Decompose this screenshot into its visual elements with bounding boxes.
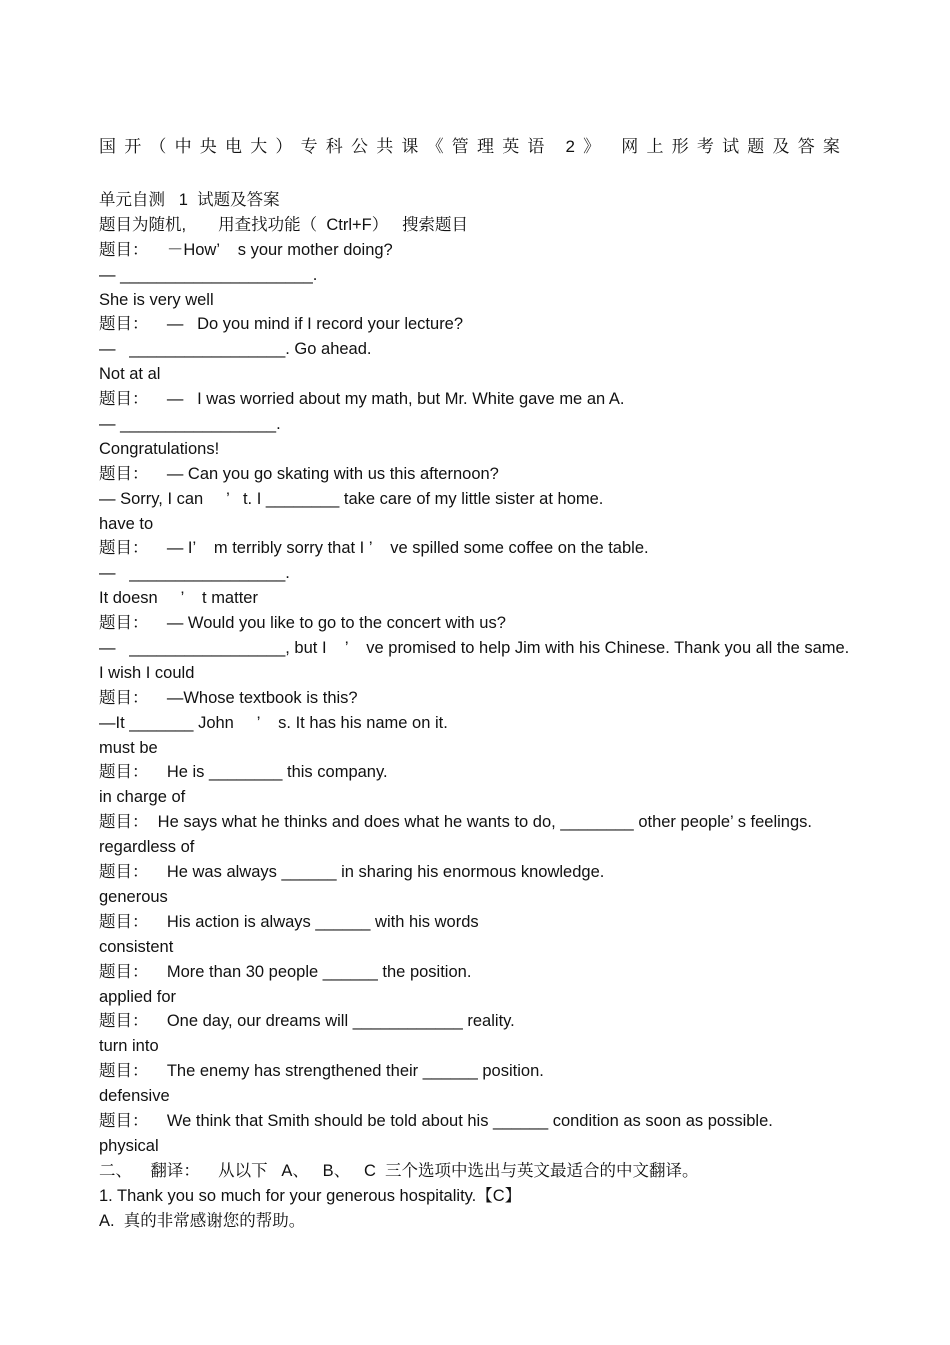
text-line: —It _______ John ’ s. It has his name on it. [99,713,448,732]
text-line: 题目： －How’ s your mother doing? [99,240,393,259]
text-line: 题目： He is ________ this company. [99,763,388,782]
text-line: It doesn ’ t matter [99,589,258,608]
text-line: A. 真的非常感谢您的帮助。 [99,1211,306,1230]
text-line: applied for [99,987,177,1006]
text-line: 题目： — Can you go skating with us this afternoon? [99,464,499,483]
text-line: defensive [99,1087,170,1106]
text-line: in charge of [99,788,186,807]
text-line: 题目： His action is always ______ with his words [99,912,479,931]
text-line: Not at al [99,365,161,384]
text-line: consistent [99,937,174,956]
text-line: 题目： — Would you like to go to the concert with us? [99,614,506,633]
text-line: 题目： He was always ______ in sharing his enormous knowledge. [99,863,605,882]
text-line: 单元自测 1 试题及答案 [99,191,280,209]
text-line: 题目： More than 30 people ______ the position. [99,962,472,981]
text-line: 题目： — I’ m terribly sorry that I ’ ve spilled some coffee on the table. [99,539,649,558]
text-line: I wish I could [99,663,195,682]
text-line: turn into [99,1037,159,1056]
text-line: regardless of [99,838,195,857]
text-line: 题目： The enemy has strengthened their ______ position. [99,1062,544,1081]
text-line: have to [99,514,154,533]
text-line: 题目： He says what he thinks and does what he wants to do, ________ other people’ s feelings. [99,813,812,832]
text-line: physical [99,1136,159,1155]
text-line: — _____________________. [99,265,318,284]
text-line: — _________________. Go ahead. [99,340,372,359]
text-line: 题目： — Do you mind if I record your lecture? [99,315,464,334]
text-line: 题目： One day, our dreams will ____________ reality. [99,1012,515,1031]
text-line: — Sorry, I can ’ t. I ________ take care of my little sister at home. [99,489,604,508]
text-line: 题目： — I was worried about my math, but Mr. White gave me an A. [99,390,625,409]
text-line: — _________________. [99,564,290,583]
document-body [99,188,919,1233]
text-line: — _________________. [99,415,281,434]
text-line: generous [99,887,168,906]
text-line: 题目： We think that Smith should be told about his ______ condition as soon as possible. [99,1111,773,1130]
text-line: 1. Thank you so much for your generous hospitality.【C】 [99,1186,522,1205]
text-line: — _________________, but I ’ ve promised to help Jim with his Chinese. Thank you all the same. [99,639,850,658]
document-title: 国开（中央电大）专科公共课《管理英语 2》 网上形考试题及答案 [99,137,849,156]
text-line: Congratulations! [99,439,220,458]
text-line: 题目： —Whose textbook is this? [99,688,358,707]
text-line: 二、 翻译： 从以下 A、 B、 C 三个选项中选出与英文最适合的中文翻译。 [99,1161,699,1180]
text-line: must be [99,738,158,757]
text-line: 题目为随机, 用查找功能（ Ctrl+F） 搜索题目 [99,215,468,234]
text-line: She is very well [99,290,214,309]
